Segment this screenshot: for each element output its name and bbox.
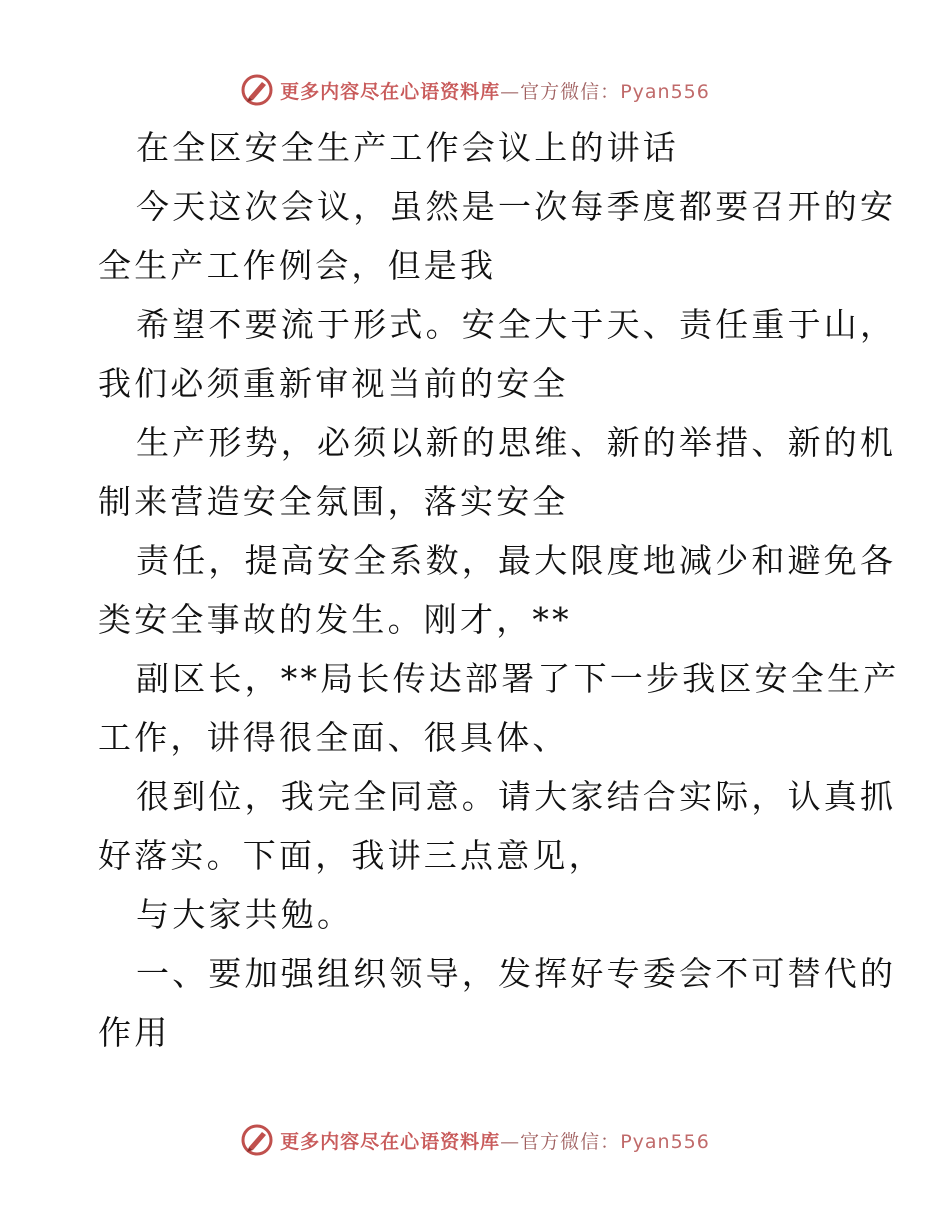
document-body bbox=[98, 118, 900, 1062]
watermark-text bbox=[280, 77, 710, 104]
watermark-label: 官方微信： bbox=[520, 1130, 621, 1153]
text-line: 全生产工作例会，但是我 bbox=[98, 246, 497, 285]
watermark-separator: — bbox=[500, 1130, 521, 1153]
text-line: 我们必须重新审视当前的安全 bbox=[98, 364, 569, 403]
text-line: 类安全事故的发生。刚才，** bbox=[98, 600, 572, 639]
text-line: 与大家共勉。 bbox=[136, 895, 354, 934]
text-line: 今天这次会议，虽然是一次每季度都要召开的安 bbox=[136, 187, 897, 226]
watermark-text bbox=[280, 1127, 710, 1154]
document-title: 在全区安全生产工作会议上的讲话 bbox=[136, 128, 679, 167]
logo-icon bbox=[240, 73, 274, 107]
watermark-separator: — bbox=[500, 80, 521, 103]
text-line: 好落实。下面，我讲三点意见， bbox=[98, 836, 605, 875]
text-line: 很到位，我完全同意。请大家结合实际，认真抓 bbox=[136, 777, 897, 816]
text-line: 作用 bbox=[98, 1013, 171, 1052]
text-line: 制来营造安全氛围，落实安全 bbox=[98, 482, 569, 521]
text-line: 希望不要流于形式。安全大于天、责任重于山， bbox=[136, 305, 897, 344]
text-line: 工作，讲得很全面、很具体、 bbox=[98, 718, 569, 757]
text-line: 副区长，**局长传达部署了下一步我区安全生产 bbox=[136, 659, 900, 698]
watermark-wechat-id: Pyan556 bbox=[620, 80, 710, 103]
text-line: 生产形势，必须以新的思维、新的举措、新的机 bbox=[136, 423, 897, 462]
watermark-wechat-id: Pyan556 bbox=[620, 1130, 710, 1153]
text-line: 一、要加强组织领导，发挥好专委会不可替代的 bbox=[136, 954, 897, 993]
watermark-brand: 更多内容尽在心语资料库 bbox=[280, 1130, 501, 1153]
watermark-brand: 更多内容尽在心语资料库 bbox=[280, 80, 501, 103]
footer-watermark bbox=[0, 1120, 950, 1160]
logo-icon bbox=[240, 1123, 274, 1157]
text-line: 责任，提高安全系数，最大限度地减少和避免各 bbox=[136, 541, 897, 580]
header-watermark bbox=[0, 70, 950, 110]
watermark-label: 官方微信： bbox=[520, 80, 621, 103]
